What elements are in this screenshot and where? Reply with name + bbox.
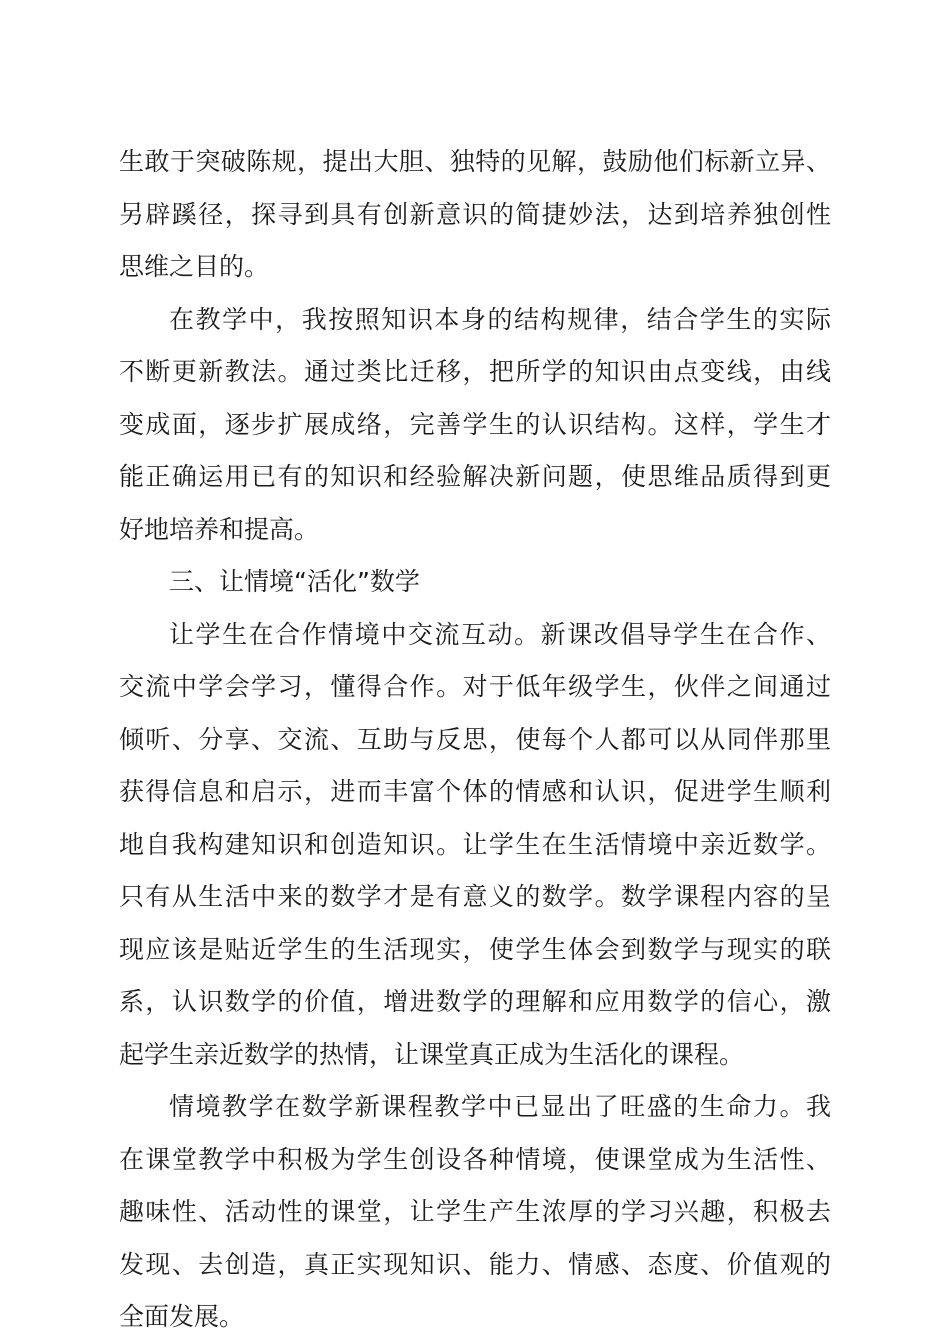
paragraph-line: 能正确运用已有的知识和经验解决新问题，使思维品质得到更	[119, 462, 831, 491]
paragraph-line: 获得信息和启示，进而丰富个体的情感和认识，促进学生顺利	[119, 777, 831, 806]
paragraph-line: 起学生亲近数学的热情，让课堂真正成为生活化的课程。	[119, 1039, 745, 1069]
paragraph-line: 交流中学会学习，懂得合作。对于低年级学生，伙伴之间通过	[119, 672, 831, 701]
paragraph-line: 只有从生活中来的数学才是有意义的数学。数学课程内容的呈	[119, 882, 831, 911]
paragraph-line: 在教学中，我按照知识本身的结构规律，结合学生的实际	[169, 304, 831, 334]
paragraph-line: 全面发展。	[119, 1302, 245, 1331]
paragraph-line: 发现、去创造，真正实现知识、能力、情感、态度、价值观的	[119, 1249, 831, 1279]
paragraph-line: 生敢于突破陈规，提出大胆、独特的见解，鼓励他们标新立异、	[119, 147, 831, 176]
paragraph-line: 在课堂教学中积极为学生创设各种情境，使课堂成为生活性、	[119, 1144, 831, 1174]
paragraph-line: 地自我构建知识和创造知识。让学生在生活情境中亲近数学。	[119, 829, 831, 859]
paragraph-line: 情境教学在数学新课程教学中已显出了旺盛的生命力。我	[169, 1092, 831, 1121]
paragraph-line: 不断更新教法。通过类比迁移，把所学的知识由点变线，由线	[119, 357, 831, 386]
paragraph-line: 趣味性、活动性的课堂，让学生产生浓厚的学习兴趣，积极去	[119, 1197, 831, 1226]
document-body	[119, 136, 831, 1344]
paragraph-line: 思维之目的。	[119, 252, 270, 281]
paragraph-line: 变成面，逐步扩展成络，完善学生的认识结构。这样，学生才	[119, 409, 831, 439]
paragraph-line: 好地培养和提高。	[119, 514, 320, 544]
paragraph-line: 现应该是贴近学生的生活现实，使学生体会到数学与现实的联	[119, 934, 831, 964]
paragraph-line: 让学生在合作情境中交流互动。新课改倡导学生在合作、	[169, 619, 831, 649]
paragraph-line: 另辟蹊径，探寻到具有创新意识的简捷妙法，达到培养独创性	[119, 199, 831, 229]
paragraph-line: 倾听、分享、交流、互助与反思，使每个人都可以从同伴那里	[119, 724, 831, 754]
paragraph-line: 系，认识数学的价值，增进数学的理解和应用数学的信心，激	[119, 987, 831, 1016]
section-heading: 三、让情境“活化”数学	[169, 567, 420, 596]
